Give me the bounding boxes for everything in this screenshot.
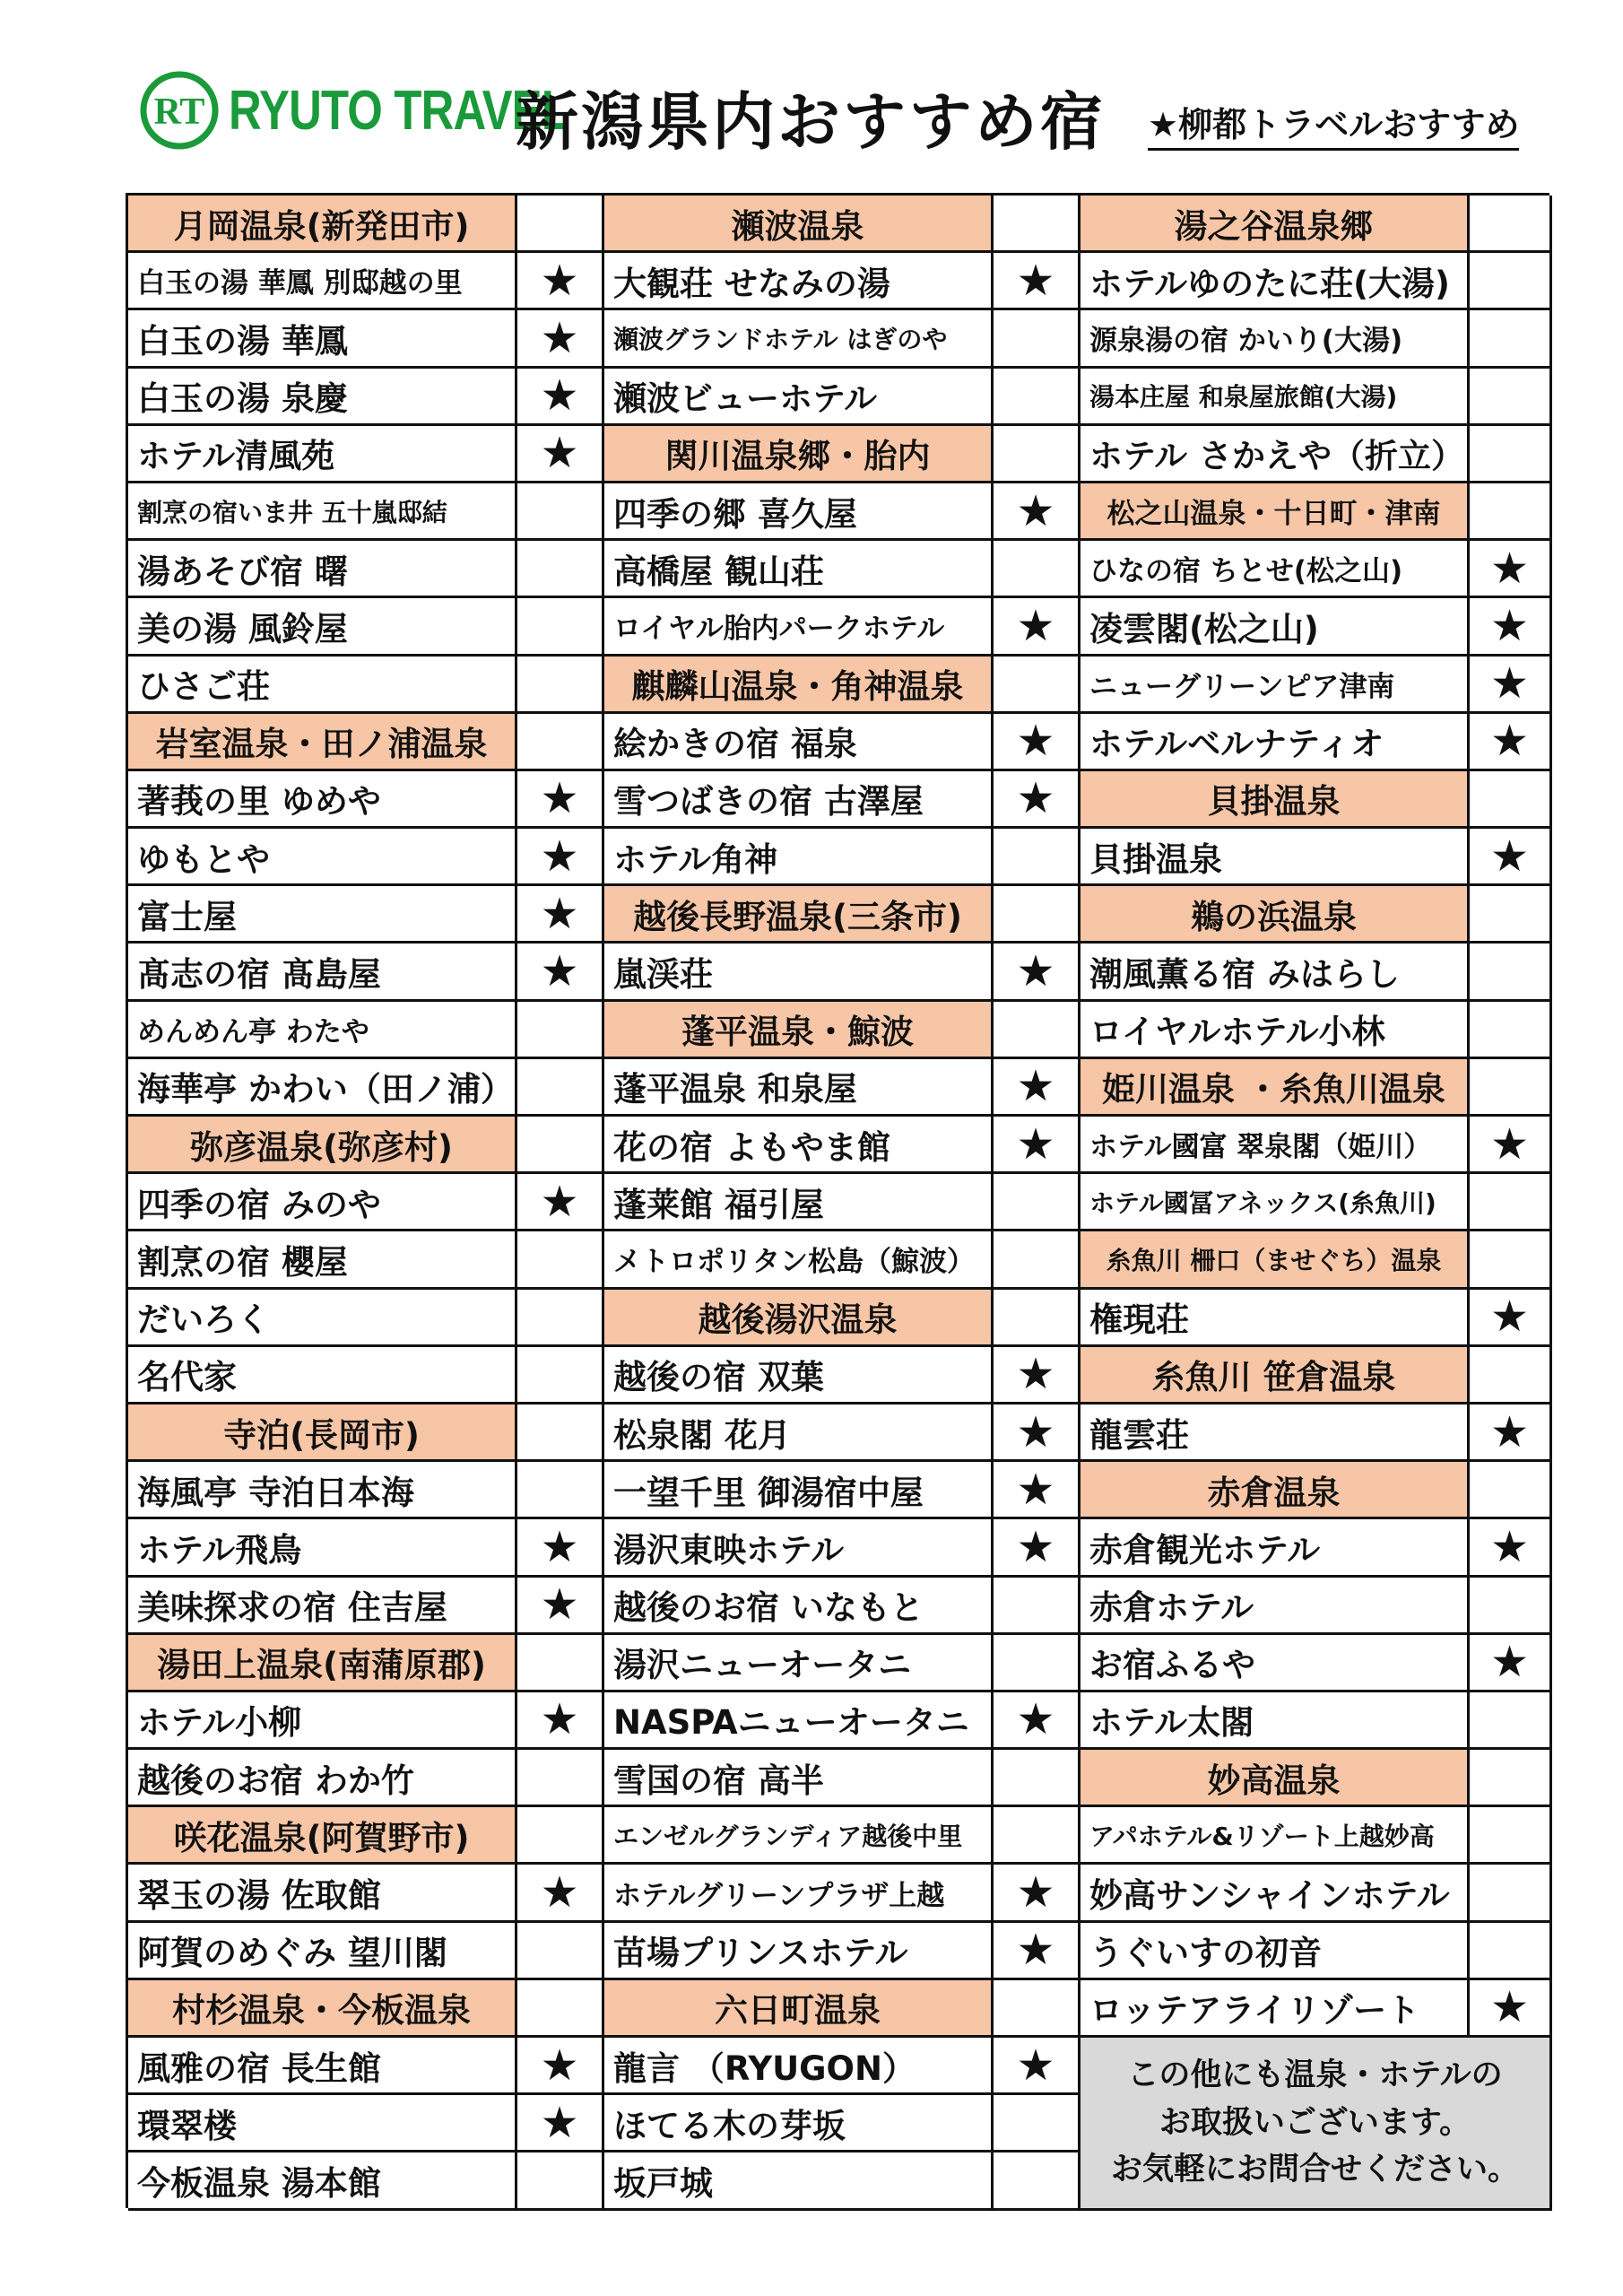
hotel-name: 源泉湯の宿 かいり(大湯) <box>1081 310 1470 368</box>
star-cell <box>517 1231 604 1289</box>
star-cell <box>994 2152 1081 2210</box>
star-cell <box>1470 1750 1552 1807</box>
hotel-name: ニューグリーンピア津南 <box>1081 657 1470 714</box>
section-header: 岩室温泉・田ノ浦温泉 <box>128 714 517 771</box>
section-header: 寺泊(長岡市) <box>128 1405 517 1462</box>
hotel-name: 一望千里 御湯宿中屋 <box>604 1462 994 1519</box>
hotel-name: 赤倉ホテル <box>1081 1578 1470 1635</box>
star-cell <box>517 1290 604 1347</box>
star-cell <box>517 1347 604 1405</box>
hotel-name: ひなの宿 ちとせ(松之山) <box>1081 541 1470 598</box>
star-cell <box>994 310 1081 368</box>
hotel-name: 湯沢ニューオータニ <box>604 1635 994 1692</box>
star-cell <box>517 1117 604 1174</box>
section-header: 越後湯沢温泉 <box>604 1290 994 1347</box>
recommend-star-icon: ★ <box>994 1462 1081 1519</box>
recommend-star-icon: ★ <box>994 1117 1081 1174</box>
recommend-star-icon: ★ <box>517 944 604 1001</box>
hotel-name: ホテル清風苑 <box>128 426 517 483</box>
recommend-star-icon: ★ <box>994 771 1081 829</box>
star-cell <box>994 1578 1081 1635</box>
star-cell <box>994 426 1081 483</box>
section-header: 咲花温泉(阿賀野市) <box>128 1807 517 1865</box>
hotel-name: 蓬莱館 福引屋 <box>604 1174 994 1231</box>
hotel-name: 美味探求の宿 住吉屋 <box>128 1578 517 1635</box>
recommend-star-icon: ★ <box>994 1865 1081 1922</box>
logo-text: RYUTO TRAVEL <box>229 79 569 142</box>
hotel-name: 蓬平温泉 和泉屋 <box>604 1059 994 1117</box>
star-cell <box>517 2152 604 2210</box>
section-header: 弥彦温泉(弥彦村) <box>128 1117 517 1174</box>
hotel-name: 雪国の宿 高半 <box>604 1750 994 1807</box>
recommend-star-icon: ★ <box>517 1865 604 1922</box>
section-header: 蓬平温泉・鯨波 <box>604 1002 994 1059</box>
hotel-name: ホテル さかえや（折立） <box>1081 426 1470 483</box>
star-cell <box>517 598 604 656</box>
hotel-name: ロイヤルホテル小林 <box>1081 1002 1470 1059</box>
hotel-name: 名代家 <box>128 1347 517 1405</box>
hotel-name: ホテル小柳 <box>128 1692 517 1750</box>
hotel-name: ホテルグリーンプラザ上越 <box>604 1865 994 1922</box>
star-cell <box>1470 196 1552 253</box>
recommend-star-icon: ★ <box>1470 1635 1552 1692</box>
hotel-name: 嵐渓荘 <box>604 944 994 1001</box>
hotel-name: メトロポリタン松島（鯨波） <box>604 1231 994 1289</box>
star-cell <box>994 2095 1081 2152</box>
hotel-name: 権現荘 <box>1081 1290 1470 1347</box>
section-header: 六日町温泉 <box>604 1980 994 2038</box>
star-cell <box>994 541 1081 598</box>
section-header: 鵜の浜温泉 <box>1081 886 1470 944</box>
star-cell <box>517 1980 604 2038</box>
hotel-name: 海華亭 かわい（田ノ浦） <box>128 1059 517 1117</box>
recommend-star-icon: ★ <box>1470 1519 1552 1577</box>
hotel-table <box>126 193 1549 2208</box>
contact-note-line: この他にも温泉・ホテルの <box>1127 2057 1503 2094</box>
section-header: 松之山温泉・十日町・津南 <box>1081 483 1470 541</box>
star-cell <box>1470 886 1552 944</box>
hotel-name: お宿ふるや <box>1081 1635 1470 1692</box>
star-cell <box>1470 944 1552 1001</box>
star-cell <box>517 1462 604 1519</box>
hotel-name: ホテル國富 翠泉閣（姫川） <box>1081 1117 1470 1174</box>
hotel-name: ホテルゆのたに荘(大湯) <box>1081 253 1470 310</box>
star-cell <box>994 1231 1081 1289</box>
hotel-name: 越後のお宿 いなもと <box>604 1578 994 1635</box>
logo-mark-icon <box>139 70 220 151</box>
star-cell <box>517 1002 604 1059</box>
hotel-name: NASPAニューオータニ <box>604 1692 994 1750</box>
recommend-star-icon: ★ <box>517 253 604 310</box>
recommend-star-icon: ★ <box>1470 657 1552 714</box>
hotel-name: 白玉の湯 泉慶 <box>128 369 517 426</box>
star-cell <box>994 196 1081 253</box>
recommend-star-icon: ★ <box>1470 1980 1552 2038</box>
star-cell <box>1470 1002 1552 1059</box>
contact-note <box>1081 2038 1552 2211</box>
page-title: 新潟県内おすすめ宿 <box>516 85 1106 159</box>
recommend-star-icon: ★ <box>994 1347 1081 1405</box>
contact-note-line: お気軽にお問合せください。 <box>1110 2152 1519 2188</box>
hotel-name: 海風亭 寺泊日本海 <box>128 1462 517 1519</box>
hotel-name: ほてる木の芽坂 <box>604 2095 994 2152</box>
hotel-name: めんめん亭 わたや <box>128 1002 517 1059</box>
hotel-name: エンゼルグランディア越後中里 <box>604 1807 994 1865</box>
hotel-name: 龍雲荘 <box>1081 1405 1470 1462</box>
recommend-star-icon: ★ <box>994 714 1081 771</box>
recommend-star-icon: ★ <box>517 1519 604 1577</box>
section-header: 月岡温泉(新発田市) <box>128 196 517 253</box>
hotel-name: 妙高サンシャインホテル <box>1081 1865 1470 1922</box>
star-cell <box>1470 253 1552 310</box>
hotel-name: 苗場プリンスホテル <box>604 1923 994 1980</box>
hotel-name: 湯あそび宿 曙 <box>128 541 517 598</box>
star-cell <box>517 657 604 714</box>
star-cell <box>994 657 1081 714</box>
section-header: 糸魚川 笹倉温泉 <box>1081 1347 1470 1405</box>
hotel-name: 松泉閣 花月 <box>604 1405 994 1462</box>
hotel-name: 大観荘 せなみの湯 <box>604 253 994 310</box>
hotel-name: 美の湯 風鈴屋 <box>128 598 517 656</box>
star-cell <box>1470 369 1552 426</box>
section-header: 糸魚川 柵口（ませぐち）温泉 <box>1081 1231 1470 1289</box>
recommend-star-icon: ★ <box>517 1692 604 1750</box>
hotel-name: うぐいすの初音 <box>1081 1923 1470 1980</box>
star-cell <box>1470 1923 1552 1980</box>
section-header: 越後長野温泉(三条市) <box>604 886 994 944</box>
section-header: 関川温泉郷・胎内 <box>604 426 994 483</box>
star-cell <box>1470 771 1552 829</box>
hotel-name: 白玉の湯 華鳳 <box>128 310 517 368</box>
recommend-star-icon: ★ <box>994 598 1081 656</box>
star-cell <box>994 886 1081 944</box>
star-cell <box>1470 1462 1552 1519</box>
recommend-star-icon: ★ <box>994 1923 1081 1980</box>
hotel-name: 高橋屋 観山荘 <box>604 541 994 598</box>
section-header: 赤倉温泉 <box>1081 1462 1470 1519</box>
star-cell <box>994 1980 1081 2038</box>
hotel-name: 割烹の宿いま井 五十嵐邸結 <box>128 483 517 541</box>
star-cell <box>994 1635 1081 1692</box>
star-cell <box>517 1059 604 1117</box>
recommend-star-icon: ★ <box>1470 1117 1552 1174</box>
recommend-star-icon: ★ <box>994 1405 1081 1462</box>
star-cell <box>994 1290 1081 1347</box>
hotel-name: 潮風薫る宿 みはらし <box>1081 944 1470 1001</box>
section-header: 妙高温泉 <box>1081 1750 1470 1807</box>
hotel-name: ロッテアライリゾート <box>1081 1980 1470 2038</box>
recommend-star-icon: ★ <box>517 2095 604 2152</box>
recommend-star-icon: ★ <box>1470 714 1552 771</box>
hotel-name: 風雅の宿 長生館 <box>128 2038 517 2095</box>
recommend-star-icon: ★ <box>1470 829 1552 886</box>
hotel-name: ひさご荘 <box>128 657 517 714</box>
star-cell <box>1470 1692 1552 1750</box>
recommend-star-icon: ★ <box>994 2038 1081 2095</box>
star-cell <box>1470 310 1552 368</box>
hotel-name: 湯沢東映ホテル <box>604 1519 994 1577</box>
contact-note-line: お取扱いございます。 <box>1159 2104 1471 2141</box>
star-cell <box>1470 1578 1552 1635</box>
section-header: 村杉温泉・今板温泉 <box>128 1980 517 2038</box>
hotel-name: 髙志の宿 髙島屋 <box>128 944 517 1001</box>
hotel-name: だいろく <box>128 1290 517 1347</box>
recommend-star-icon: ★ <box>1470 541 1552 598</box>
star-cell <box>517 1405 604 1462</box>
star-cell <box>1470 1174 1552 1231</box>
recommend-star-icon: ★ <box>994 1059 1081 1117</box>
hotel-name: 貝掛温泉 <box>1081 829 1470 886</box>
star-cell <box>517 1807 604 1865</box>
star-cell <box>994 829 1081 886</box>
star-cell <box>1470 426 1552 483</box>
recommend-star-icon: ★ <box>994 1692 1081 1750</box>
hotel-name: ホテル太閤 <box>1081 1692 1470 1750</box>
star-cell <box>1470 1059 1552 1117</box>
recommend-star-icon: ★ <box>994 483 1081 541</box>
recommend-star-icon: ★ <box>994 253 1081 310</box>
recommend-star-icon: ★ <box>517 829 604 886</box>
section-header: 湯田上温泉(南蒲原郡) <box>128 1635 517 1692</box>
hotel-name: 瀬波グランドホテル はぎのや <box>604 310 994 368</box>
hotel-name: 白玉の湯 華鳳 別邸越の里 <box>128 253 517 310</box>
hotel-name: 今板温泉 湯本館 <box>128 2152 517 2210</box>
hotel-name: 瀬波ビューホテル <box>604 369 994 426</box>
hotel-name: ホテル國冨アネックス(糸魚川) <box>1081 1174 1470 1231</box>
recommend-star-icon: ★ <box>994 944 1081 1001</box>
section-header: 姫川温泉 ・糸魚川温泉 <box>1081 1059 1470 1117</box>
recommend-star-icon: ★ <box>1470 1405 1552 1462</box>
star-cell <box>994 1750 1081 1807</box>
recommend-star-icon: ★ <box>517 426 604 483</box>
section-header: 湯之谷温泉郷 <box>1081 196 1470 253</box>
recommend-star-icon: ★ <box>1470 598 1552 656</box>
hotel-name: 富士屋 <box>128 886 517 944</box>
star-cell <box>1470 1807 1552 1865</box>
star-cell <box>517 196 604 253</box>
hotel-name: 湯本庄屋 和泉屋旅館(大湯) <box>1081 369 1470 426</box>
recommend-star-icon: ★ <box>517 310 604 368</box>
hotel-name: ゆもとや <box>128 829 517 886</box>
recommend-star-icon: ★ <box>517 2038 604 2095</box>
star-cell <box>994 1174 1081 1231</box>
hotel-name: 著莪の里 ゆめや <box>128 771 517 829</box>
section-header: 貝掛温泉 <box>1081 771 1470 829</box>
recommend-star-icon: ★ <box>517 886 604 944</box>
hotel-name: 阿賀のめぐみ 望川閣 <box>128 1923 517 1980</box>
section-header: 瀬波温泉 <box>604 196 994 253</box>
recommend-star-icon: ★ <box>517 1578 604 1635</box>
hotel-name: 越後のお宿 わか竹 <box>128 1750 517 1807</box>
star-cell <box>994 1002 1081 1059</box>
recommend-star-icon: ★ <box>517 369 604 426</box>
star-cell <box>517 483 604 541</box>
hotel-name: 割烹の宿 櫻屋 <box>128 1231 517 1289</box>
hotel-name: 花の宿 よもやま館 <box>604 1117 994 1174</box>
hotel-name: 環翠楼 <box>128 2095 517 2152</box>
hotel-name: ホテル飛鳥 <box>128 1519 517 1577</box>
star-cell <box>517 1923 604 1980</box>
hotel-name: 雪つばきの宿 古澤屋 <box>604 771 994 829</box>
recommend-star-icon: ★ <box>994 1519 1081 1577</box>
star-cell <box>1470 1347 1552 1405</box>
star-cell <box>994 369 1081 426</box>
hotel-name: ロイヤル胎内パークホテル <box>604 598 994 656</box>
star-cell <box>1470 483 1552 541</box>
star-cell <box>517 1750 604 1807</box>
hotel-name: 四季の宿 みのや <box>128 1174 517 1231</box>
star-cell <box>517 714 604 771</box>
hotel-name: ホテルベルナティオ <box>1081 714 1470 771</box>
hotel-name: 坂戸城 <box>604 2152 994 2210</box>
recommend-star-icon: ★ <box>517 1174 604 1231</box>
hotel-name: 龍言 （RYUGON） <box>604 2038 994 2095</box>
section-header: 麒麟山温泉・角神温泉 <box>604 657 994 714</box>
hotel-name: 越後の宿 双葉 <box>604 1347 994 1405</box>
hotel-name: 四季の郷 喜久屋 <box>604 483 994 541</box>
recommend-star-icon: ★ <box>517 771 604 829</box>
recommend-legend: ★柳都トラベルおすすめ <box>1148 97 1519 151</box>
star-cell <box>517 541 604 598</box>
hotel-name: ホテル角神 <box>604 829 994 886</box>
hotel-name: アパホテル&リゾート上越妙高 <box>1081 1807 1470 1865</box>
star-cell <box>1470 1865 1552 1922</box>
hotel-name: 凌雲閣(松之山) <box>1081 598 1470 656</box>
svg-text:RT: RT <box>153 91 205 133</box>
hotel-name: 赤倉観光ホテル <box>1081 1519 1470 1577</box>
recommend-star-icon: ★ <box>1470 1290 1552 1347</box>
hotel-name: 絵かきの宿 福泉 <box>604 714 994 771</box>
star-cell <box>994 1807 1081 1865</box>
star-cell <box>517 1635 604 1692</box>
hotel-name: 翠玉の湯 佐取館 <box>128 1865 517 1922</box>
star-cell <box>1470 1231 1552 1289</box>
